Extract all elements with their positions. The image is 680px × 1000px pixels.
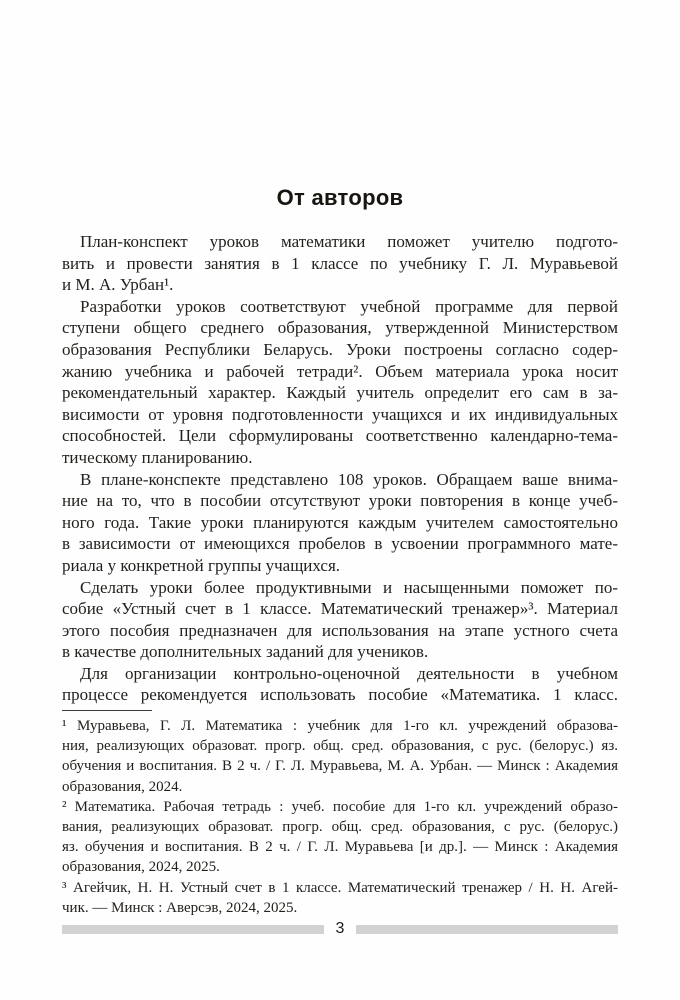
text-line: Сделать уроки более продуктивными и насыщенными поможет по- xyxy=(80,577,618,597)
body-text xyxy=(62,231,618,706)
text-line: собие «Устный счет в 1 классе. Математический тренажер»³. Материал xyxy=(62,599,618,619)
footer-bar-right xyxy=(356,925,618,934)
text-line: образования Республики Беларусь. Уроки построены согласно содер- xyxy=(62,339,618,359)
text-line: Для организации контрольно-оценочной деятельности в учебном xyxy=(80,663,618,683)
footnotes xyxy=(62,716,618,918)
text-line: висимости от уровня подготовленности учащихся и их индивидуальных xyxy=(62,404,618,424)
paragraph xyxy=(62,577,618,663)
paragraph xyxy=(62,469,618,577)
text-line: образования, 2024. xyxy=(62,778,183,795)
text-line: процессе рекомендуется использовать пособие «Математика. 1 класс. xyxy=(62,685,618,705)
paragraph xyxy=(62,716,618,797)
text-line: риала у конкретной группы учащихся. xyxy=(62,555,341,575)
paragraph xyxy=(62,296,618,469)
text-line: в качестве дополнительных заданий для учеников. xyxy=(62,642,429,662)
text-line: ¹ Муравьева, Г. Л. Математика : учебник для 1-го кл. учреждений образова- xyxy=(62,718,618,734)
text-line: тическому планированию. xyxy=(62,447,253,467)
page-number: 3 xyxy=(335,920,345,937)
text-line: План-конспект уроков математики поможет учителю подгото- xyxy=(80,232,618,251)
footnote-divider xyxy=(62,710,152,711)
text-line: обучения и воспитания. В 2 ч. / Г. Л. Муравьева, М. А. Урбан. — Минск : Академия xyxy=(62,758,618,775)
paragraph xyxy=(62,663,618,706)
text-line: Разработки уроков соответствуют учебной программе для первой xyxy=(80,296,618,316)
text-line: вания, реализующих образоват. прогр. общ. сред. образования, с рус. (белорус.) xyxy=(62,819,618,836)
text-line: ³ Агейчик, Н. Н. Устный счет в 1 классе. Математический тренажер / Н. Н. Агей- xyxy=(62,879,618,896)
page-title: От авторов xyxy=(276,185,404,210)
text-line: ного года. Такие уроки планируются каждым учителем самостоятельно xyxy=(62,512,618,532)
paragraph xyxy=(62,231,618,296)
text-line: ² Математика. Рабочая тетрадь : учеб. пособие для 1-го кл. учреждений образо- xyxy=(62,798,618,815)
paragraph xyxy=(62,797,618,878)
text-line: чик. — Минск : Аверсэв, 2024, 2025. xyxy=(62,899,298,916)
text-line: ступени общего среднего образования, утвержденной Министерством xyxy=(62,318,618,338)
text-line: ния, реализующих образоват. прогр. общ. сред. образования, с рус. (белорус.) яз. xyxy=(62,738,618,755)
text-line: рекомендательный характер. Каждый учитель определит его сам в за- xyxy=(62,383,618,403)
text-line: этого пособия предназначен для использования на этапе устного счета xyxy=(62,620,618,640)
text-line: жанию учебника и рабочей тетради². Объем материала урока носит xyxy=(62,361,618,381)
page-footer xyxy=(62,921,618,937)
paragraph xyxy=(62,878,618,918)
text-line: яз. обучения и воспитания. В 2 ч. / Г. Л. Муравьева [и др.]. — Минск : Академия xyxy=(62,839,618,856)
text-line: способностей. Цели сформулированы соответственно календарно-тема- xyxy=(62,426,618,446)
text-line: и М. А. Урбан¹. xyxy=(62,275,174,295)
text-line: ние на то, что в пособии отсутствуют уроки повторения в конце учеб- xyxy=(62,491,618,511)
text-line: В плане-конспекте представлено 108 уроков. Обращаем ваше внима- xyxy=(80,469,618,489)
text-line: вить и провести занятия в 1 классе по учебнику Г. Л. Муравьевой xyxy=(62,253,618,273)
text-line: образования, 2024, 2025. xyxy=(62,859,220,876)
text-line: в зависимости от имеющихся пробелов в усвоении программного мате- xyxy=(62,534,618,554)
footer-bar-left xyxy=(62,925,324,934)
